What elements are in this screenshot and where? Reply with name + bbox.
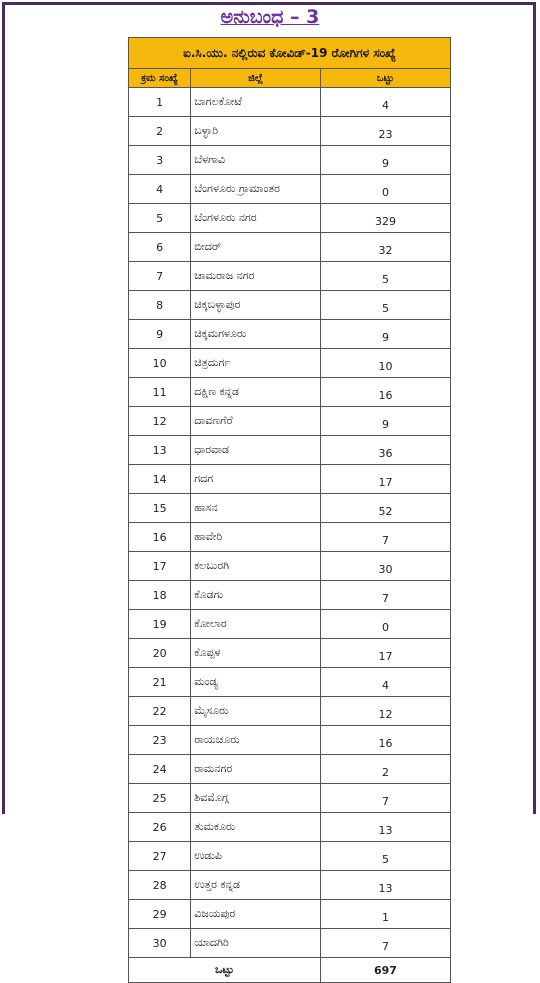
row-count: 5 bbox=[320, 262, 450, 291]
row-count: 17 bbox=[320, 465, 450, 494]
page-heading: ಅನುಬಂಧ – 3 bbox=[220, 6, 320, 28]
row-serial: 10 bbox=[129, 349, 191, 378]
row-count: 9 bbox=[320, 407, 450, 436]
row-count: 52 bbox=[320, 494, 450, 523]
column-header-district: ಜಿಲ್ಲೆ bbox=[191, 69, 321, 88]
table-title: ಐ.ಸಿ.ಯು. ನಲ್ಲಿರುವ ಕೋವಿಡ್-19 ರೋಗಿಗಳ ಸಂಖ್ಯೆ bbox=[129, 38, 451, 69]
row-district: ತುಮಕೂರು bbox=[191, 813, 321, 842]
table-row bbox=[129, 175, 451, 204]
row-count: 2 bbox=[320, 755, 450, 784]
row-district: ಕೊಪ್ಪಳ bbox=[191, 639, 321, 668]
row-count: 30 bbox=[320, 552, 450, 581]
row-count: 7 bbox=[320, 929, 450, 958]
row-serial: 12 bbox=[129, 407, 191, 436]
row-district: ಚಿತ್ರದುರ್ಗ bbox=[191, 349, 321, 378]
table-row bbox=[129, 900, 451, 929]
row-count: 32 bbox=[320, 233, 450, 262]
table-header-row bbox=[129, 69, 451, 88]
row-serial: 15 bbox=[129, 494, 191, 523]
row-count: 0 bbox=[320, 175, 450, 204]
row-count: 7 bbox=[320, 581, 450, 610]
row-count: 7 bbox=[320, 784, 450, 813]
row-district: ದಕ್ಷಿಣ ಕನ್ನಡ bbox=[191, 378, 321, 407]
row-district: ಧಾರವಾಡ bbox=[191, 436, 321, 465]
row-district: ಬಳ್ಳಾರಿ bbox=[191, 117, 321, 146]
row-count: 16 bbox=[320, 378, 450, 407]
row-district: ಚಿಕ್ಕಬಳ್ಳಾಪುರ bbox=[191, 291, 321, 320]
row-count: 36 bbox=[320, 436, 450, 465]
table-row bbox=[129, 871, 451, 900]
table-row bbox=[129, 262, 451, 291]
row-serial: 30 bbox=[129, 929, 191, 958]
row-serial: 17 bbox=[129, 552, 191, 581]
row-serial: 2 bbox=[129, 117, 191, 146]
row-serial: 6 bbox=[129, 233, 191, 262]
row-count: 4 bbox=[320, 668, 450, 697]
row-district: ಬೀದರ್ bbox=[191, 233, 321, 262]
row-count: 16 bbox=[320, 726, 450, 755]
row-serial: 20 bbox=[129, 639, 191, 668]
total-label: ಒಟ್ಟು bbox=[129, 958, 321, 983]
row-district: ಬಾಗಲಕೋಟೆ bbox=[191, 88, 321, 117]
row-serial: 9 bbox=[129, 320, 191, 349]
row-serial: 5 bbox=[129, 204, 191, 233]
row-district: ಮಂಡ್ಯ bbox=[191, 668, 321, 697]
table-row bbox=[129, 639, 451, 668]
row-serial: 27 bbox=[129, 842, 191, 871]
table-row bbox=[129, 320, 451, 349]
row-serial: 21 bbox=[129, 668, 191, 697]
row-serial: 16 bbox=[129, 523, 191, 552]
row-district: ಗದಗ bbox=[191, 465, 321, 494]
icu-covid-table bbox=[128, 37, 451, 983]
table-row bbox=[129, 813, 451, 842]
row-count: 4 bbox=[320, 88, 450, 117]
row-district: ರಾಮನಗರ bbox=[191, 755, 321, 784]
row-district: ವಿಜಯಪುರ bbox=[191, 900, 321, 929]
column-header-serial: ಕ್ರಮ ಸಂಖ್ಯೆ bbox=[129, 69, 191, 88]
row-count: 5 bbox=[320, 291, 450, 320]
table-row bbox=[129, 291, 451, 320]
row-count: 9 bbox=[320, 320, 450, 349]
table-row bbox=[129, 697, 451, 726]
row-count: 12 bbox=[320, 697, 450, 726]
row-serial: 8 bbox=[129, 291, 191, 320]
row-serial: 25 bbox=[129, 784, 191, 813]
table-row bbox=[129, 842, 451, 871]
row-count: 0 bbox=[320, 610, 450, 639]
row-serial: 24 bbox=[129, 755, 191, 784]
row-serial: 26 bbox=[129, 813, 191, 842]
row-district: ಮೈಸೂರು bbox=[191, 697, 321, 726]
row-serial: 19 bbox=[129, 610, 191, 639]
table-row bbox=[129, 407, 451, 436]
table-body bbox=[129, 88, 451, 958]
row-district: ಚಿಕ್ಕಮಗಳೂರು bbox=[191, 320, 321, 349]
table-row bbox=[129, 146, 451, 175]
table-row bbox=[129, 117, 451, 146]
row-serial: 29 bbox=[129, 900, 191, 929]
row-district: ಕಲಬುರಗಿ bbox=[191, 552, 321, 581]
row-count: 23 bbox=[320, 117, 450, 146]
total-row bbox=[129, 958, 451, 983]
row-district: ಹಾವೇರಿ bbox=[191, 523, 321, 552]
table-row bbox=[129, 552, 451, 581]
row-district: ಕೊಡಗು bbox=[191, 581, 321, 610]
row-district: ಬೆಂಗಳೂರು ಗ್ರಾಮಾಂತರ bbox=[191, 175, 321, 204]
row-district: ಬೆಂಗಳೂರು ನಗರ bbox=[191, 204, 321, 233]
row-count: 9 bbox=[320, 146, 450, 175]
row-serial: 4 bbox=[129, 175, 191, 204]
table-row bbox=[129, 755, 451, 784]
row-serial: 18 bbox=[129, 581, 191, 610]
row-count: 1 bbox=[320, 900, 450, 929]
table-row bbox=[129, 668, 451, 697]
row-count: 13 bbox=[320, 871, 450, 900]
row-serial: 14 bbox=[129, 465, 191, 494]
row-district: ಬೆಳಗಾವಿ bbox=[191, 146, 321, 175]
table-row bbox=[129, 465, 451, 494]
row-count: 5 bbox=[320, 842, 450, 871]
row-district: ದಾವಣಗೆರೆ bbox=[191, 407, 321, 436]
column-header-total: ಒಟ್ಟು bbox=[320, 69, 450, 88]
row-serial: 3 bbox=[129, 146, 191, 175]
table-row bbox=[129, 378, 451, 407]
row-serial: 13 bbox=[129, 436, 191, 465]
row-serial: 28 bbox=[129, 871, 191, 900]
row-serial: 23 bbox=[129, 726, 191, 755]
row-district: ಯಾದಗಿರಿ bbox=[191, 929, 321, 958]
table-row bbox=[129, 726, 451, 755]
table-row bbox=[129, 88, 451, 117]
total-value: 697 bbox=[320, 958, 450, 983]
row-count: 7 bbox=[320, 523, 450, 552]
row-count: 17 bbox=[320, 639, 450, 668]
table-row bbox=[129, 233, 451, 262]
table-row bbox=[129, 436, 451, 465]
row-serial: 22 bbox=[129, 697, 191, 726]
table-row bbox=[129, 349, 451, 378]
row-district: ಚಾಮರಾಜ ನಗರ bbox=[191, 262, 321, 291]
row-district: ಉತ್ತರ ಕನ್ನಡ bbox=[191, 871, 321, 900]
table-row bbox=[129, 610, 451, 639]
row-serial: 1 bbox=[129, 88, 191, 117]
table-row bbox=[129, 523, 451, 552]
table-row bbox=[129, 204, 451, 233]
row-serial: 7 bbox=[129, 262, 191, 291]
table-row bbox=[129, 784, 451, 813]
table-title-row bbox=[129, 38, 451, 69]
row-district: ಕೋಲಾರ bbox=[191, 610, 321, 639]
row-count: 10 bbox=[320, 349, 450, 378]
table-row bbox=[129, 929, 451, 958]
row-district: ಉಡುಪಿ bbox=[191, 842, 321, 871]
row-count: 329 bbox=[320, 204, 450, 233]
row-district: ರಾಯಚೂರು bbox=[191, 726, 321, 755]
row-serial: 11 bbox=[129, 378, 191, 407]
row-count: 13 bbox=[320, 813, 450, 842]
table-row bbox=[129, 494, 451, 523]
row-district: ಶಿವಮೊಗ್ಗ bbox=[191, 784, 321, 813]
table-row bbox=[129, 581, 451, 610]
row-district: ಹಾಸನ bbox=[191, 494, 321, 523]
